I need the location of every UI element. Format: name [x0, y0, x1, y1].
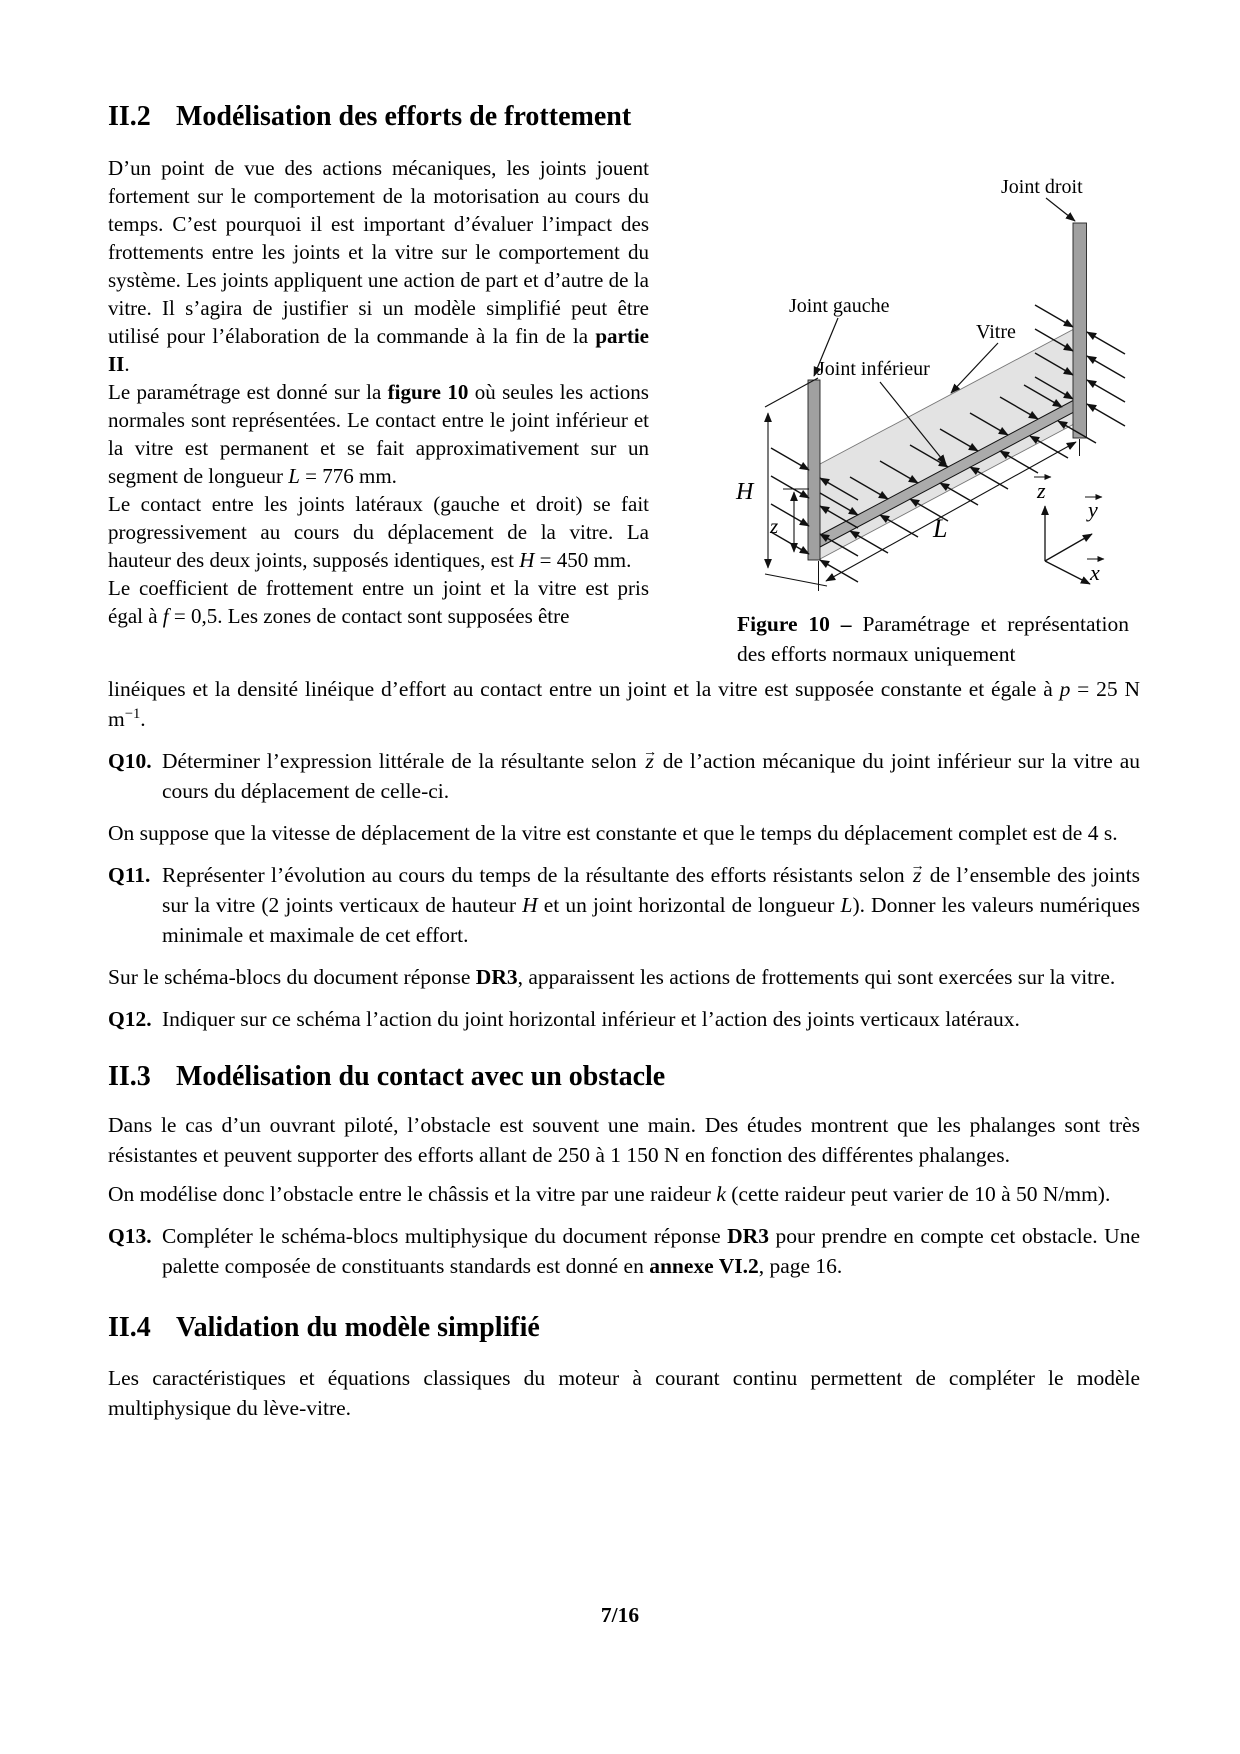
section-title: Modélisation des efforts de frottement	[176, 101, 632, 132]
question-item-q12	[108, 1004, 1140, 1034]
question-body: Compléter le schéma-blocs multiphysique du document réponse DR3 pour prendre en compte cet obstacle. Une palette composée de constituants standards est donné en annexe VI.2, page 16.	[162, 1224, 1140, 1278]
section-number: II.4	[108, 1312, 151, 1343]
axis-z-label: z	[1037, 478, 1046, 503]
question-body: Représenter l’évolution au cours du temps de la résultante des efforts résistants selon z → de l’ensemble des joints sur la vitre (2 joints verticaux de hauteur H et un joint horizontal de longueur L). Donner les valeurs numériques minimale et maximale de cet effort.	[162, 860, 1140, 950]
question-number: Q11.	[108, 863, 151, 887]
dimension-L-label: L	[933, 514, 948, 543]
section-number: II.3	[108, 1061, 151, 1092]
paragraph: Le coefficient de frottement entre un joint et la vitre est pris égal à f = 0,5. Les zones de contact sont supposées être	[108, 576, 649, 628]
dimension-H-label: H	[736, 479, 754, 505]
question-item-q13	[108, 1221, 1140, 1281]
question-number: Q10.	[108, 749, 152, 773]
paragraph: Sur le schéma-blocs du document réponse DR3, apparaissent les actions de frottements qui sont exercées sur la vitre.	[108, 965, 1116, 989]
label-joint-gauche: Joint gauche	[789, 295, 890, 317]
leader-joint-droit	[1046, 198, 1075, 221]
question-number: Q13.	[108, 1224, 152, 1248]
paragraph: Dans le cas d’un ouvrant piloté, l’obstacle est souvent une main. Des études montrent que les phalanges sont très résistantes et peuvent supporter des efforts allant de 250 à 1 150 N en fonction des différentes phalanges.	[108, 1113, 1140, 1167]
figure-caption: Figure 10 – Paramétrage et représentation des efforts normaux uniquement	[737, 612, 1129, 666]
dimension-z	[783, 489, 809, 552]
section-heading-ii4	[108, 1311, 1140, 1345]
axis-y-label: y	[1088, 497, 1098, 522]
figure-10-diagram	[655, 148, 1142, 600]
figure-10	[655, 148, 1142, 669]
section-heading-ii2	[108, 100, 1140, 134]
left-text-column	[108, 154, 649, 630]
question-item-q11	[108, 860, 1140, 950]
text-figure-row	[108, 154, 649, 630]
paragraph: linéiques et la densité linéique d’effort au contact entre un joint et la vitre est supposée constante et égale à p = 25 N $m^{-1}$.	[108, 677, 1140, 731]
section-heading-ii3	[108, 1060, 1140, 1094]
right-joint-bar	[1073, 223, 1087, 456]
label-joint-droit: Joint droit	[1001, 176, 1083, 198]
paragraph: Le contact entre les joints latéraux (gauche et droit) se fait progressivement au cours du déplacement de la vitre. La hauteur des deux joints, supposés identiques, est H = 450 mm.	[108, 492, 649, 572]
dimension-z-label: z	[770, 514, 779, 538]
page-content	[108, 100, 1140, 1432]
section-number: II.2	[108, 101, 151, 132]
paragraph: D’un point de vue des actions mécaniques, les joints jouent fortement sur le comportement de la motorisation au cours du temps. C’est pourquoi il est important d’évaluer l’impact des frottements entre les joints et la vitre sur le comportement du système. Les joints appliquent une action de part et d’autre de la vitre. Il s’agira de justifier si un modèle simplifié peut être utilisé pour l’élaboration de la commande à la fin de la partie II.	[108, 156, 649, 376]
left-joint-bar	[808, 380, 820, 591]
paragraph: On modélise donc l’obstacle entre le châssis et la vitre par une raideur k (cette raideur peut varier de 10 à 50 N/mm).	[108, 1182, 1111, 1206]
label-vitre: Vitre	[976, 321, 1016, 343]
question-number: Q12.	[108, 1007, 152, 1031]
question-body: Indiquer sur ce schéma l’action du joint horizontal inférieur et l’action des joints verticaux latéraux.	[162, 1007, 1020, 1031]
section-title: Modélisation du contact avec un obstacle	[176, 1061, 666, 1092]
page-number: 7/16	[600, 1603, 640, 1627]
paragraph: Les caractéristiques et équations classiques du moteur à courant continu permettent de compléter le modèle multiphysique du lève-vitre.	[108, 1366, 1140, 1420]
paragraph: On suppose que la vitesse de déplacement de la vitre est constante et que le temps du déplacement complet est de 4 s.	[108, 821, 1118, 845]
question-body: Déterminer l’expression littérale de la résultante selon z → de l’action mécanique du joint inférieur sur la vitre au cours du déplacement de celle-ci.	[162, 746, 1140, 806]
section-title: Validation du modèle simplifié	[176, 1312, 540, 1343]
label-joint-inferieur: Joint inférieur	[817, 358, 930, 380]
axis-x-label: x	[1090, 560, 1100, 585]
question-item-q10	[108, 746, 1140, 806]
paragraph: Le paramétrage est donné sur la figure 10 où seules les actions normales sont représentées. Le contact entre le joint inférieur et la vitre est permanent et se fait approximativement sur un segment de longueur L = 776 mm.	[108, 380, 649, 488]
